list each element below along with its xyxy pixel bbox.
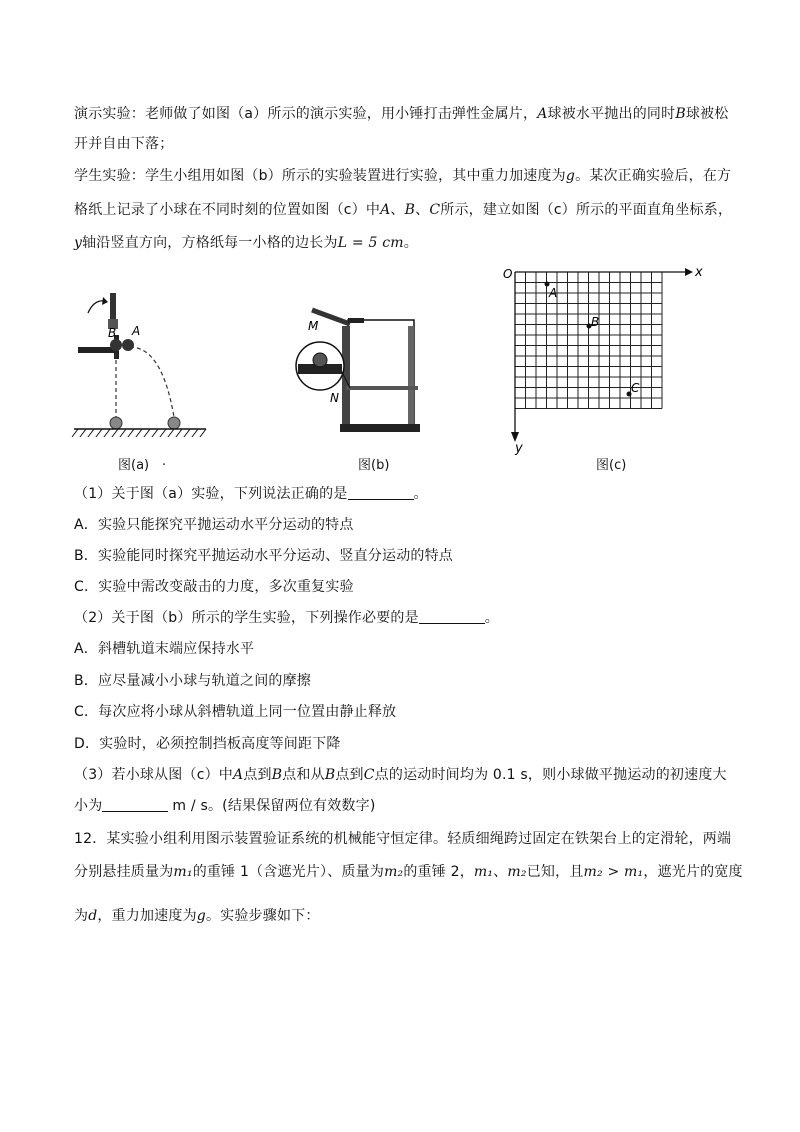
figure-a xyxy=(70,285,210,445)
q1-option-b: B．实验能同时探究平抛运动水平分运动、竖直分运动的特点 xyxy=(74,548,454,564)
text: 的重锤 2， xyxy=(403,864,474,880)
text: （1）关于图（a）实验，下列说法正确的是 xyxy=(74,486,348,502)
var-A: A xyxy=(380,202,391,218)
board xyxy=(348,320,414,428)
stray-mark: . xyxy=(162,454,167,469)
text: 。实验步骤如下： xyxy=(205,908,320,924)
stand-base xyxy=(78,347,116,353)
text: ，遮光片的宽度 xyxy=(643,864,743,880)
text: 球被松 xyxy=(685,106,729,122)
q2-option-a: A．斜槽轨道末端应保持水平 xyxy=(74,641,255,657)
var-A: A xyxy=(537,106,548,122)
var-g: g xyxy=(565,168,576,184)
text: 、 xyxy=(390,202,405,218)
text: 点和从 xyxy=(282,767,325,783)
figure-c-caption: 图(c) xyxy=(596,458,627,473)
text: 。(结果保留两位有效数字) xyxy=(207,798,376,814)
left-post xyxy=(342,326,350,430)
ball-landed-1 xyxy=(110,417,122,429)
q1-option-c: C．实验中需改变敲击的力度，多次重复实验 xyxy=(74,579,354,595)
text: 。 xyxy=(484,610,499,626)
baffle xyxy=(346,386,418,390)
label-O: O xyxy=(503,267,513,281)
var-A: A xyxy=(233,767,244,783)
text: 所示，建立如图（c）所示的平面直角坐标系， xyxy=(440,202,733,218)
demo-line-1 xyxy=(74,104,728,124)
var-g: g xyxy=(196,908,206,924)
var-C: C xyxy=(429,202,441,218)
ground-hatch xyxy=(72,429,206,437)
grid xyxy=(515,272,662,409)
var-B: B xyxy=(675,106,686,122)
answer-blank-q1[interactable] xyxy=(348,485,414,500)
label-x: x xyxy=(695,265,703,280)
q3-line-2 xyxy=(74,796,376,816)
q1-option-a: A．实验只能探究平抛运动水平分运动的特点 xyxy=(74,517,354,533)
label-M: M xyxy=(308,319,319,333)
text: 轴沿竖直方向，方格纸每一小格的边长为 xyxy=(82,235,338,251)
right-post xyxy=(408,326,414,430)
var-L: L = 5 cm xyxy=(337,235,404,251)
var-C: C xyxy=(363,767,375,783)
figure-b xyxy=(290,290,440,440)
text: 点的运动时间均为 0.1 s，则小球做平抛运动的初速度大 xyxy=(374,767,727,783)
text: 已知，且 xyxy=(526,864,584,880)
text: 点到 xyxy=(243,767,272,783)
demo-line-2 xyxy=(74,134,173,154)
var-m2: m₂ xyxy=(384,864,404,880)
var-m1: m₁ xyxy=(473,864,494,880)
text: 。 xyxy=(413,486,428,502)
label-A: A xyxy=(132,324,141,338)
text: （2）关于图（b）所示的学生实验，下列操作必要的是 xyxy=(74,610,419,626)
text: 的重锤 1（含遮光片）、质量为 xyxy=(192,864,385,880)
inequality: m₂ > m₁ xyxy=(583,864,644,880)
student-line-1 xyxy=(74,166,731,186)
var-d: d xyxy=(88,908,98,924)
parabolic-path xyxy=(130,347,174,417)
q2-option-b: B．应尽量减小小球与轨道之间的摩擦 xyxy=(74,673,312,689)
arrow-head xyxy=(102,297,108,305)
q12-line-1: 12．某实验小组利用图示装置验证系统的机械能守恒定律。轻质细绳跨过固定在铁架台上的定滑轮，两端 xyxy=(74,831,732,847)
q2-stem xyxy=(74,608,499,628)
text: 演示实验：老师做了如图（a）所示的演示实验，用小锤打击弹性金属片， xyxy=(74,106,538,122)
label-B: B xyxy=(591,315,600,329)
var-B: B xyxy=(404,202,416,218)
text: 点到 xyxy=(335,767,364,783)
q12-line-2 xyxy=(74,862,743,882)
label-N: N xyxy=(330,391,339,405)
figure-a-caption: 图(a) xyxy=(118,458,150,473)
ball-A xyxy=(122,339,134,351)
text: 。某次正确实验后，在方 xyxy=(575,168,732,184)
var-m2: m₂ xyxy=(507,864,527,880)
text: （3）若小球从图（c）中 xyxy=(74,767,234,783)
student-line-3 xyxy=(74,233,418,253)
text: 球被水平抛出的同时 xyxy=(547,106,676,122)
label-B: B xyxy=(108,326,117,340)
chute-end xyxy=(348,318,364,323)
label-A: A xyxy=(549,286,558,300)
text: 、 xyxy=(415,202,430,218)
q12-line-3 xyxy=(74,906,320,926)
q3-line-1 xyxy=(74,765,727,785)
magnified-ball xyxy=(313,353,327,367)
q2-option-d: D．实验时，必须控制挡板高度等间距下降 xyxy=(74,736,341,752)
unit: m / s xyxy=(172,798,208,814)
text: 为 xyxy=(74,908,89,924)
var-B: B xyxy=(324,767,336,783)
q1-stem xyxy=(74,484,428,504)
text: 分别悬挂质量为 xyxy=(74,864,174,880)
var-B: B xyxy=(271,767,283,783)
var-m1: m₁ xyxy=(173,864,193,880)
text: 。 xyxy=(403,235,418,251)
base xyxy=(340,424,420,432)
figure-b-caption: 图(b) xyxy=(358,458,390,473)
q2-option-c: C．每次应将小球从斜槽轨道上同一位置由静止释放 xyxy=(74,704,397,720)
text: 小为 xyxy=(74,798,103,814)
answer-blank-q2[interactable] xyxy=(419,609,485,624)
text: 开并自由下落； xyxy=(74,136,174,152)
ball-B xyxy=(110,339,122,351)
student-line-2 xyxy=(74,200,732,220)
label-C: C xyxy=(631,381,640,395)
answer-blank-q3[interactable] xyxy=(102,797,168,812)
x-arrow xyxy=(685,268,693,276)
ball-landed-2 xyxy=(168,417,180,429)
figure-c xyxy=(495,262,705,462)
hammer-handle xyxy=(110,293,116,321)
label-y: y xyxy=(515,441,523,456)
text: ，重力加速度为 xyxy=(97,908,197,924)
var-y: y xyxy=(74,235,83,251)
text: 学生实验：学生小组用如图（b）所示的实验装置进行实验，其中重力加速度为 xyxy=(74,168,566,184)
text: 、 xyxy=(493,864,508,880)
text: 格纸上记录了小球在不同时刻的位置如图（c）中 xyxy=(74,202,381,218)
